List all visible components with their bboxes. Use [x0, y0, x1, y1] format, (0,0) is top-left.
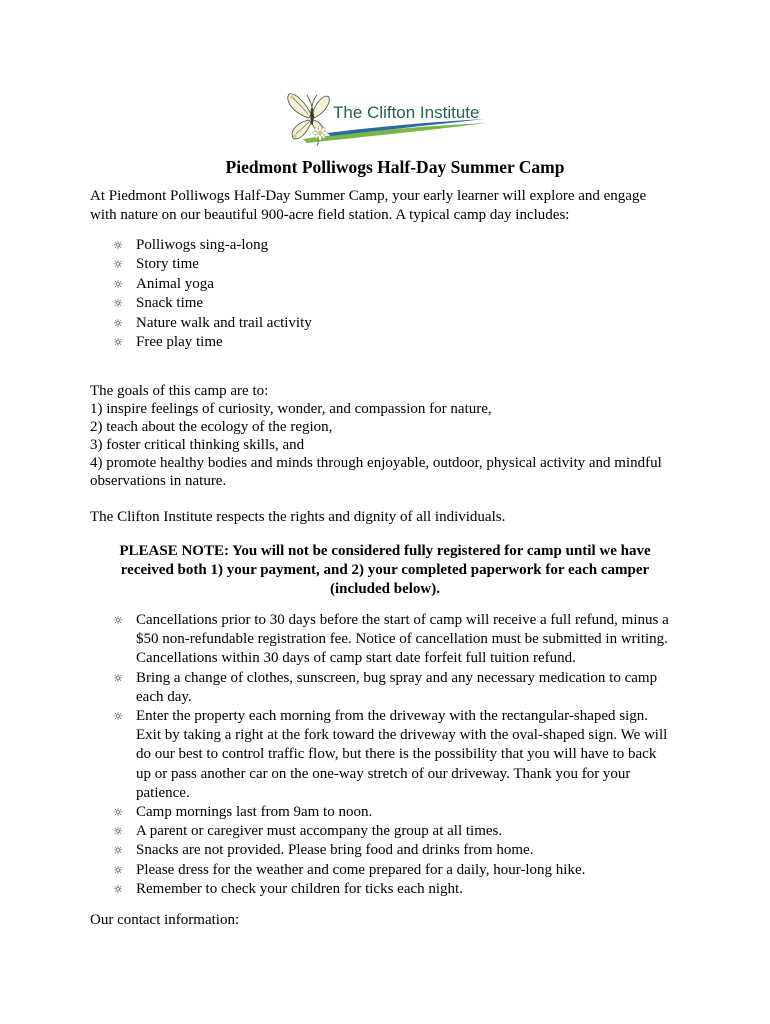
- list-item: [136, 707, 669, 803]
- sun-bullet-icon: [111, 236, 125, 255]
- clifton-institute-logo: [283, 88, 488, 146]
- contact-heading: Our contact information:: [90, 912, 240, 928]
- sun-bullet-icon: [111, 822, 125, 841]
- goals-line: observations in nature.: [90, 473, 227, 489]
- goals-line: 3) foster critical thinking skills, and: [90, 437, 305, 453]
- goals-line: 1) inspire feelings of curiosity, wonder, and compassion for nature,: [90, 401, 492, 417]
- goals-line: 4) promote healthy bodies and minds through enjoyable, outdoor, physical activity and mindful: [90, 455, 662, 471]
- list-item: [136, 294, 312, 313]
- list-item-text: Free play time: [136, 334, 223, 351]
- list-item: [136, 275, 312, 294]
- goals-line: 2) teach about the ecology of the region,: [90, 419, 333, 435]
- list-item-text: Story time: [136, 256, 199, 273]
- goals-line: The goals of this camp are to:: [90, 383, 269, 399]
- page-title: Piedmont Polliwogs Half-Day Summer Camp: [225, 157, 565, 177]
- list-item: [136, 255, 312, 274]
- sun-bullet-icon: [111, 707, 125, 726]
- intro-paragraph: [90, 187, 646, 226]
- sun-bullet-icon: [111, 314, 125, 333]
- sun-bullet-icon: [111, 275, 125, 294]
- list-item-line: Enter the property each morning from the driveway with the rectangular-shaped sign.: [136, 708, 649, 725]
- list-item-text: Snack time: [136, 295, 204, 312]
- sun-bullet-icon: [111, 841, 125, 860]
- sun-bullet-icon: [111, 294, 125, 313]
- list-item: [136, 333, 312, 352]
- list-item-line: up or pass another car on the one-way stretch of our driveway. Thank you for your: [136, 765, 631, 782]
- list-item-line: Camp mornings last from 9am to noon.: [136, 804, 373, 821]
- sun-bullet-icon: [111, 861, 125, 880]
- rules-list: [136, 611, 669, 899]
- sun-bullet-icon: [111, 333, 125, 352]
- intro-line: with nature on our beautiful 900-acre field station. A typical camp day includes:: [90, 207, 570, 224]
- list-item-line: Snacks are not provided. Please bring food and drinks from home.: [136, 842, 534, 859]
- sun-bullet-icon: [111, 669, 125, 688]
- sun-bullet-icon: [111, 255, 125, 274]
- list-item-text: Nature walk and trail activity: [136, 314, 312, 331]
- list-item: [136, 861, 669, 880]
- note-line: (included below).: [329, 581, 440, 597]
- sun-bullet-icon: [111, 611, 125, 630]
- list-item-line: Please dress for the weather and come prepared for a daily, hour-long hike.: [136, 861, 586, 878]
- list-item-text: Polliwogs sing-a-long: [136, 237, 269, 253]
- list-item-line: patience.: [136, 784, 190, 801]
- registration-note: [90, 542, 680, 599]
- note-line: PLEASE NOTE: You will not be considered fully registered for camp until we have: [119, 543, 651, 559]
- daisy-icon: [313, 126, 328, 146]
- note-line: received both 1) your payment, and 2) your completed paperwork for each camper: [120, 562, 650, 578]
- list-item-line: each day.: [136, 688, 192, 705]
- list-item-line: Exit by taking a right at the fork toward the driveway with the oval-shaped sign. We will: [136, 727, 668, 744]
- list-item-line: Remember to check your children for ticks each night.: [136, 880, 463, 897]
- list-item-line: Cancellations within 30 days of camp start date forfeit full tuition refund.: [136, 650, 576, 667]
- list-item: [136, 236, 312, 255]
- list-item: [136, 314, 312, 333]
- sun-bullet-icon: [111, 880, 125, 899]
- list-item-line: Cancellations prior to 30 days before the start of camp will receive a full refund, minus a: [136, 612, 669, 628]
- list-item-text: Animal yoga: [136, 275, 214, 292]
- respect-statement: The Clifton Institute respects the rights and dignity of all individuals.: [90, 509, 506, 525]
- goals-paragraph: [90, 382, 662, 490]
- list-item-line: Bring a change of clothes, sunscreen, bug spray and any necessary medication to camp: [136, 669, 658, 686]
- list-item: [136, 880, 669, 899]
- list-item-line: A parent or caregiver must accompany the group at all times.: [136, 823, 503, 840]
- list-item: [136, 669, 669, 707]
- list-item-line: $50 non-refundable registration fee. Notice of cancellation must be submitted in writing.: [136, 631, 668, 648]
- logo-text: The Clifton Institute: [333, 103, 480, 122]
- sun-bullet-icon: [111, 803, 125, 822]
- list-item: [136, 841, 669, 860]
- list-item: [136, 611, 669, 669]
- activities-list: [136, 236, 312, 352]
- intro-line: At Piedmont Polliwogs Half-Day Summer Camp, your early learner will explore and engage: [90, 188, 647, 204]
- list-item: [136, 803, 669, 822]
- list-item: [136, 822, 669, 841]
- list-item-line: do our best to control traffic flow, but there is the possibility that you will have to back: [136, 746, 657, 763]
